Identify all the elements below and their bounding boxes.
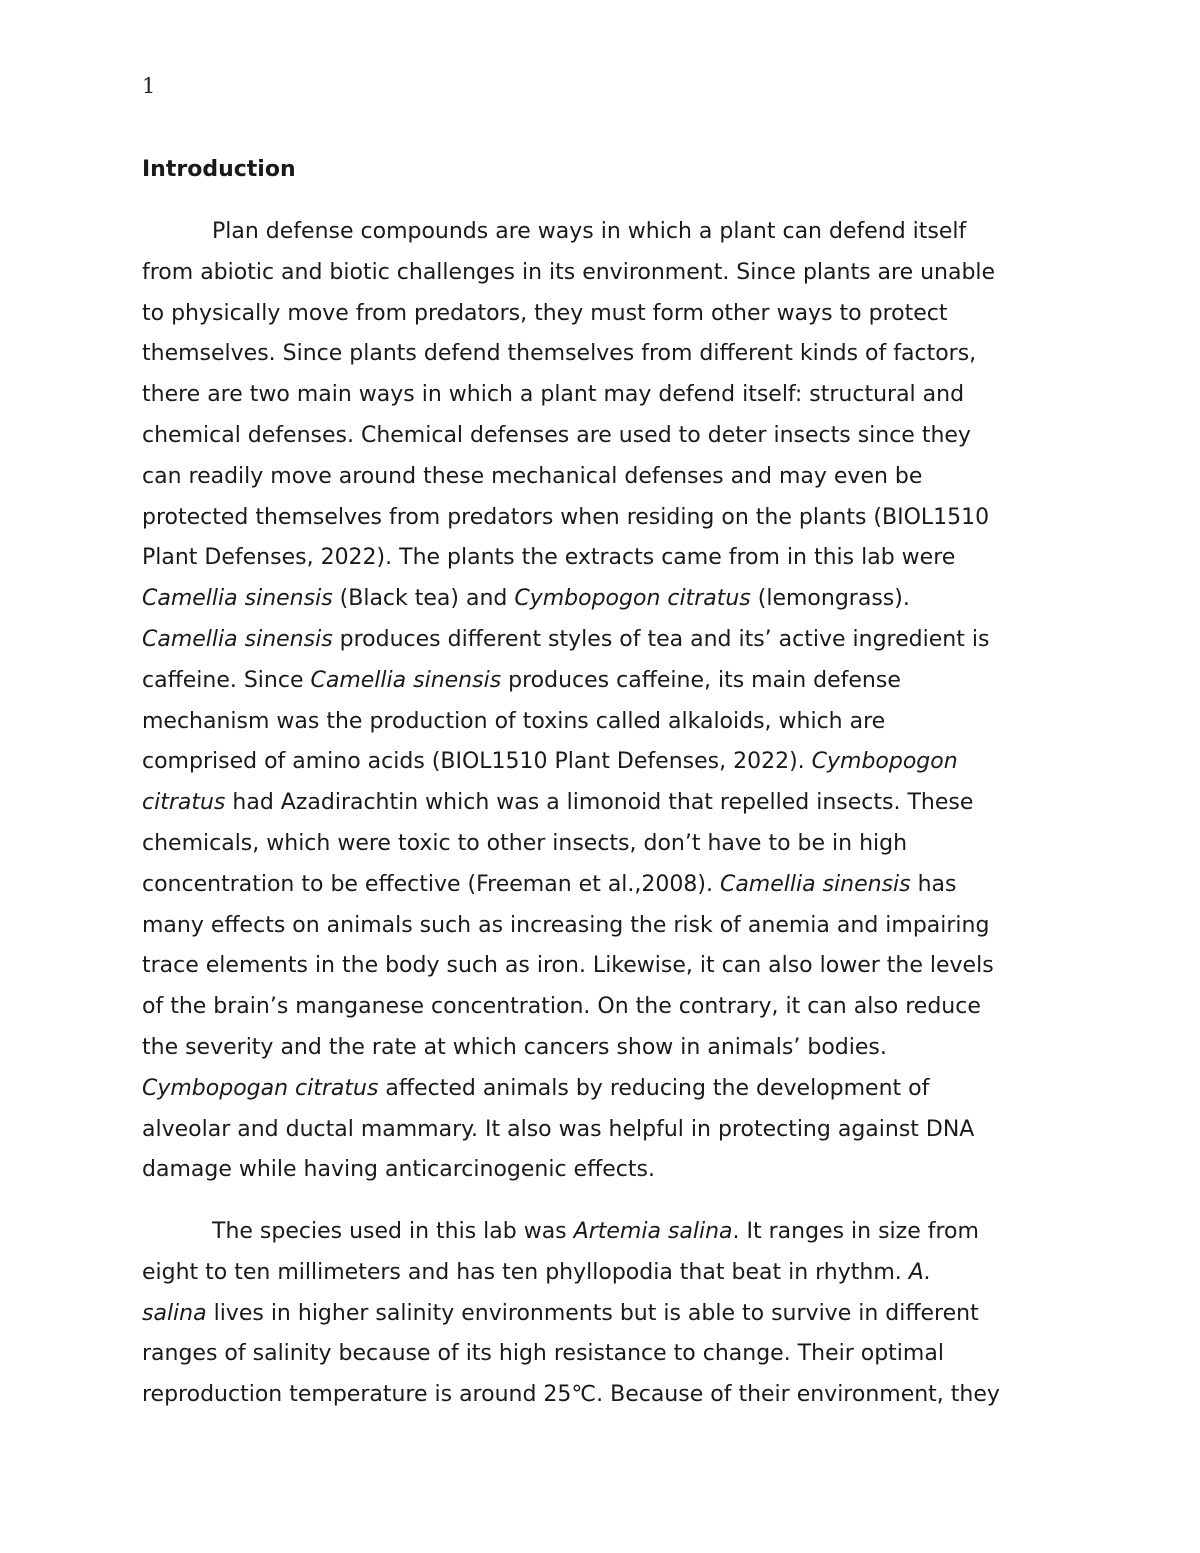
text-line [142, 457, 1082, 498]
text-line [142, 416, 1082, 457]
text-run: many effects on animals such as increasing the risk of anemia and impairing [142, 912, 990, 938]
text-run: produces caffeine, its main defense [501, 667, 901, 693]
text-run: to physically move from predators, they must form other ways to protect [142, 300, 948, 326]
text-line [142, 334, 1082, 375]
text-line [142, 946, 1082, 987]
text-line [142, 1150, 1082, 1191]
text-line [142, 294, 1082, 335]
text-line [142, 865, 1082, 906]
text-run: (Black tea) and [332, 586, 515, 612]
italic-text: citratus [142, 790, 226, 816]
italic-text: Cymbopogon [811, 749, 958, 775]
section-heading: Introduction [142, 157, 296, 182]
italic-text: Artemia salina [573, 1219, 733, 1244]
text-line [142, 702, 1082, 743]
text-line [142, 620, 1082, 661]
text-run: from abiotic and biotic challenges in its environment. Since plants are unable [142, 259, 996, 285]
text-line [142, 579, 1082, 620]
italic-text: Cymbopogan citratus [142, 1075, 379, 1101]
text-run: has [910, 871, 957, 897]
text-run: . It ranges in size from [732, 1219, 979, 1244]
text-run: comprised of amino acids (BIOL1510 Plant Defenses, 2022). [142, 749, 812, 775]
italic-text: A. [908, 1259, 932, 1285]
text-line [142, 783, 1082, 824]
text-run: trace elements in the body such as iron. Likewise, it can also lower the levels [142, 953, 994, 979]
text-line [142, 1110, 1082, 1151]
text-line [142, 661, 1082, 702]
text-run: The species used in this lab was [212, 1219, 574, 1244]
text-run: chemicals, which were toxic to other insects, don’t have to be in high [142, 830, 908, 856]
text-run: protected themselves from predators when residing on the plants (BIOL1510 [142, 504, 990, 530]
text-line [142, 987, 1082, 1028]
text-line [142, 824, 1082, 865]
text-line [142, 742, 1082, 783]
text-line [142, 1069, 1082, 1110]
text-line [142, 375, 1082, 416]
text-run: affected animals by reducing the development of [378, 1075, 930, 1101]
text-run: chemical defenses. Chemical defenses are used to deter insects since they [142, 422, 971, 448]
text-line [142, 538, 1082, 579]
italic-text: Camellia sinensis [142, 626, 333, 652]
text-line [142, 253, 1082, 294]
text-run: Plan defense compounds are ways in which a plant can defend itself [212, 219, 967, 244]
paragraph-1 [142, 212, 1082, 1191]
text-run: had Azadirachtin which was a limonoid that repelled insects. These [225, 790, 974, 816]
italic-text: Camellia sinensis [142, 586, 333, 612]
text-run: caffeine. Since [142, 667, 311, 693]
text-line [142, 212, 1082, 253]
italic-text: salina [142, 1300, 207, 1326]
text-line [142, 1334, 1082, 1375]
text-run: can readily move around these mechanical defenses and may even be [142, 463, 923, 489]
text-run: lives in higher salinity environments but is able to survive in different [206, 1300, 979, 1326]
text-run: produces different styles of tea and its’ active ingredient is [332, 626, 990, 652]
text-run: themselves. Since plants defend themselves from different kinds of factors, [142, 341, 977, 367]
text-line [142, 498, 1082, 539]
text-line [142, 1028, 1082, 1069]
italic-text: Camellia sinensis [310, 667, 502, 693]
italic-text: Camellia sinensis [719, 871, 911, 897]
text-run: of the brain’s manganese concentration. On the contrary, it can also reduce [142, 994, 981, 1020]
text-run: Plant Defenses, 2022). The plants the extracts came from in this lab were [142, 545, 956, 571]
text-run: the severity and the rate at which cancers show in animals’ bodies. [142, 1034, 887, 1060]
text-run: concentration to be effective (Freeman et al.,2008). [142, 871, 720, 897]
text-line [142, 906, 1082, 947]
text-run: alveolar and ductal mammary. It also was helpful in protecting against DNA [142, 1116, 975, 1142]
text-line [142, 1294, 1082, 1335]
text-run: (lemongrass). [750, 586, 910, 612]
text-line [142, 1212, 1082, 1253]
text-run: reproduction temperature is around 25℃. Because of their environment, they [142, 1382, 1000, 1408]
text-line [142, 1253, 1082, 1294]
text-run: ranges of salinity because of its high resistance to change. Their optimal [142, 1341, 944, 1367]
text-run: mechanism was the production of toxins called alkaloids, which are [142, 708, 886, 734]
text-line [142, 1375, 1082, 1416]
paragraph-2 [142, 1212, 1082, 1416]
text-run: eight to ten millimeters and has ten phyllopodia that beat in rhythm. [142, 1259, 909, 1285]
text-run: damage while having anticarcinogenic effects. [142, 1157, 655, 1183]
italic-text: Cymbopogon citratus [514, 586, 751, 612]
page-number: 1 [142, 74, 156, 98]
text-run: there are two main ways in which a plant may defend itself: structural and [142, 382, 965, 408]
